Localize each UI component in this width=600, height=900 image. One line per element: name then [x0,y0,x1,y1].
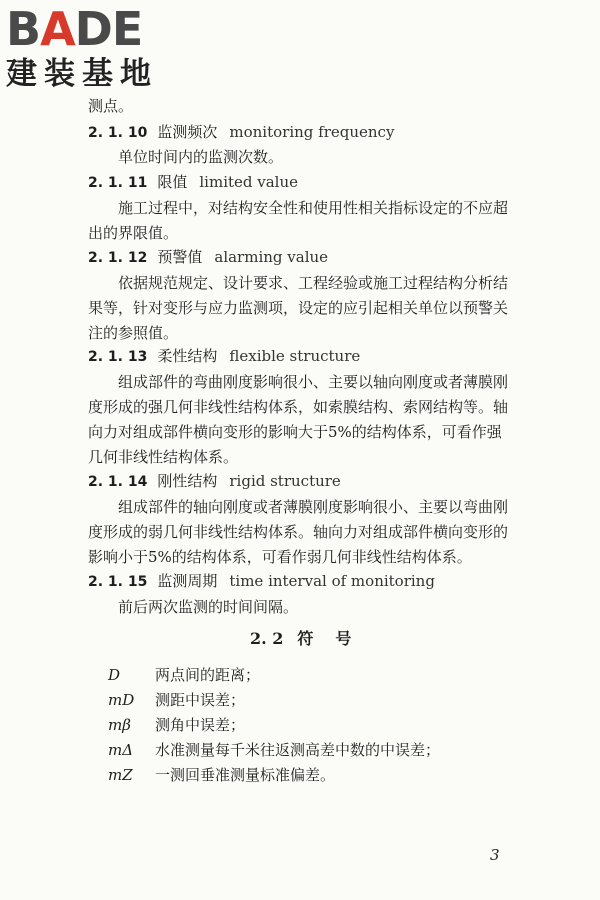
term-english: flexible structure [229,347,361,365]
term-definition-line: 组成部件的弯曲刚度影响很小、主要以轴向刚度或者薄膜刚 [118,373,509,391]
term-definition-line: 几何非线性结构体系。 [88,448,239,466]
term-number: 2. 1. 15 [88,574,148,590]
term-chinese: 刚性结构 [157,472,218,490]
term-heading [88,571,435,592]
continuation-text: 测点。 [88,97,134,115]
term-chinese: 柔性结构 [157,347,218,365]
term-number: 2. 1. 13 [88,349,148,365]
term-definition-line: 果等，针对变形与应力监测项，设定的应引起相关单位以预警关 [88,299,509,317]
term-definition-line: 出的界限值。 [88,224,179,242]
term-definition-line: 注的参照值。 [88,324,179,342]
logo-wordmark: BADE [6,2,143,56]
site-logo [6,4,181,96]
term-english: alarming value [214,248,329,266]
term-definition-line: 度形成的弱几何非线性结构体系。轴向力对组成部件横向变形的 [88,523,509,541]
term-english: limited value [199,173,299,191]
symbol: mβ [108,716,131,734]
term-number: 2. 1. 14 [88,474,148,490]
symbol-description: 测角中误差； [155,716,246,734]
term-english: monitoring frequency [229,123,395,141]
symbol: mZ [108,766,133,784]
term-heading [88,471,341,492]
term-english: rigid structure [229,472,341,490]
term-definition-line: 施工过程中，对结构安全性和使用性相关指标设定的不应超 [118,199,509,217]
term-number: 2. 1. 10 [88,125,148,141]
section-title: 符号 [297,629,374,648]
logo-subtitle: 建装基地 [6,56,158,92]
term-chinese: 预警值 [157,248,203,266]
page-number: 3 [490,846,500,864]
symbol-description: 两点间的距离； [155,666,261,684]
term-english: time interval of monitoring [229,572,435,590]
symbol: mΔ [108,741,134,759]
symbol-description: 一测回垂准测量标准偏差。 [155,766,336,784]
term-number: 2. 1. 11 [88,175,148,191]
term-definition-line: 组成部件的轴向刚度或者薄膜刚度影响很小、主要以弯曲刚 [118,498,509,516]
section-heading [250,626,373,649]
term-definition-line: 前后两次监测的时间间隔。 [118,598,299,616]
term-heading [88,247,328,268]
symbol: mD [108,691,135,709]
term-chinese: 监测频次 [157,123,218,141]
term-number: 2. 1. 12 [88,250,148,266]
term-heading [88,122,394,143]
term-definition-line: 依据规范规定、设计要求、工程经验或施工过程结构分析结 [118,274,509,292]
term-definition-line: 影响小于5%的结构体系，可看作弱几何非线性结构体系。 [88,548,472,566]
term-chinese: 监测周期 [157,572,218,590]
term-definition-line: 度形成的强几何非线性结构体系，如索膜结构、索网结构等。轴 [88,398,509,416]
term-heading [88,172,298,193]
term-heading [88,346,360,367]
symbol-description: 测距中误差； [155,691,246,709]
symbol-description: 水准测量每千米往返测高差中数的中误差； [155,741,441,759]
term-definition-line: 向力对组成部件横向变形的影响大于5%的结构体系，可看作强 [88,423,502,441]
term-definition-line: 单位时间内的监测次数。 [118,148,284,166]
section-number: 2. 2 [250,629,284,648]
term-chinese: 限值 [157,173,188,191]
symbol: D [108,666,121,684]
